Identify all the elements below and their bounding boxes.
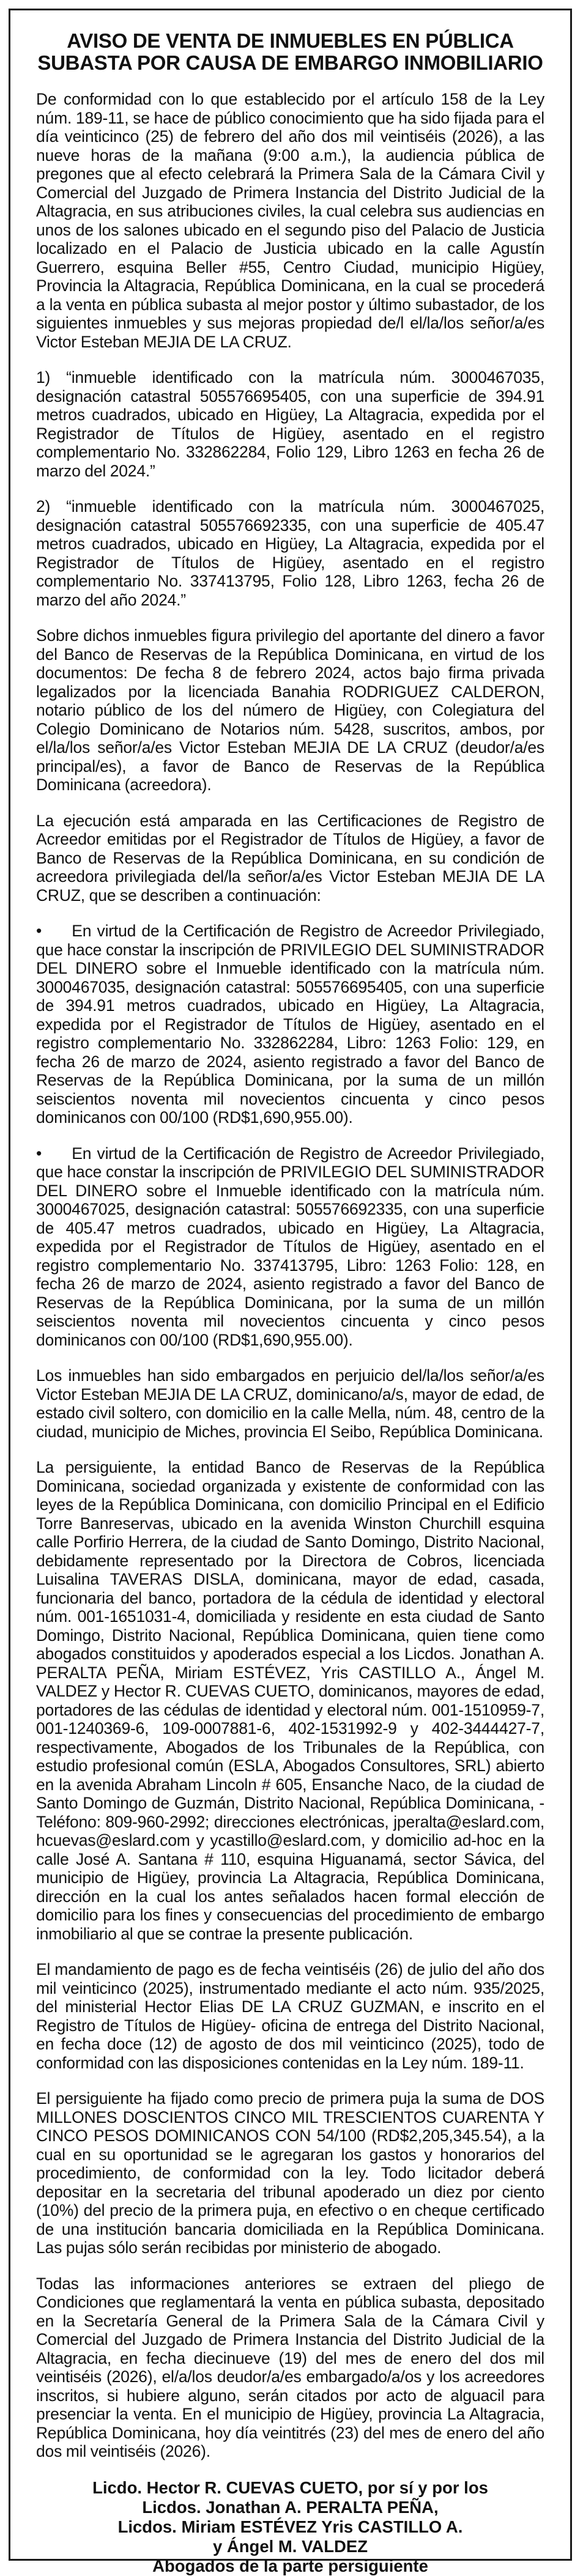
- signature-line: Abogados de la parte persiguiente: [152, 2556, 428, 2575]
- signature-line: Licdo. Hector R. CUEVAS CUETO, por sí y por los: [92, 2478, 488, 2497]
- bullet-symbol: •: [36, 1144, 42, 1163]
- bullet-symbol: •: [36, 922, 42, 940]
- bullet-item-1: [36, 922, 544, 1127]
- paragraph-property-2: 2) “inmueble identificado con la matrícula núm. 3000467025, designación catastral 505576692335, con una superficie de 405.47 metros cuadrados, ubicado en Higüey, La Altagracia, expedida por el Registrador de Títulos de Higüey, asentado en el registro complementario No. 337413795, Folio 128, Libro 1263, fecha 26 de marzo del año 2024.”: [36, 497, 544, 609]
- signature-line: Licdos. Miriam ESTÉVEZ Yris CASTILLO A.: [117, 2517, 463, 2536]
- legal-notice: [9, 9, 572, 2575]
- bullet-text: En virtud de la Certificación de Registro de Acreedor Privilegiado, que hace constar la inscripción de PRIVILEGIO DEL SUMINISTRADOR DEL DINERO sobre el Inmueble identificado con la matrícula núm. 3000467025, designación catastral: 505576692335, con una superficie de 405.47 metros cuadrados, ubicado en Higüey, La Altagracia, expedida por el Registrador de Títulos de Higüey, asentado en el registro complementario No. 337413795, Libro: 1263 Folio: 128, en fecha 26 de marzo de 2024, asiento registrado a favor del Banco de Reservas de la República Dominicana, por la suma de un millón seiscientos noventa mil novecientos cincuenta y cinco pesos dominicanos con 00/100 (RD$1,690,955.00).: [36, 1144, 544, 1349]
- paragraph-conditions: Todas las informaciones anteriores se extraen del pliego de Condiciones que reglamentará la venta en pública subasta, depositado en la Secretaría General de la Primera Sala de la Cámara Civil y Comercial del Juzgado de Primera Instancia del Distrito Judicial de la Altagracia, en fecha diecinueve (19) del mes de enero del dos mil veintiséis (2026), el/a/los deudor/a/es embargado/a/os y los acreedores inscritos, si hubiere alguno, serán citados por acto de alguacil para presenciar la venta. En el municipio de Higüey, provincia La Altagracia, República Dominicana, hoy día veintitrés (23) del mes de enero del año dos mil veintiséis (2026).: [36, 2274, 544, 2460]
- paragraph-privilege: Sobre dichos inmuebles figura privilegio del aportante del dinero a favor del Banco de Reservas de la República Dominicana, en virtud de los documentos: De fecha 8 de febrero 2024, actos bajo firma privada legalizados por la licenciada Banahia RODRIGUEZ CALDERON, notario público de los del número de Higüey, con Colegiatura del Colegio Dominicano de Notarios núm. 5428, suscritos, ambos, por el/la/los señor/a/es Victor Esteban MEJIA DE LA CRUZ (deudor/a/es principal/es), a favor de Banco de Reservas de la República Dominicana (acreedora).: [36, 626, 544, 794]
- signature-line: y Ángel M. VALDEZ: [212, 2536, 368, 2556]
- paragraph-debtor: Los inmuebles han sido embargados en perjuicio del/la/los señor/a/es Victor Esteban MEJIA DE LA CRUZ, dominicano/a/s, mayor de edad, de estado civil soltero, con domicilio en la calle Mella, núm. 48, centro de la ciudad, municipio de Miches, provincia El Seibo, República Dominicana.: [36, 1366, 544, 1441]
- notice-title: AVISO DE VENTA DE INMUEBLES EN PÚBLICA SUBASTA POR CAUSA DE EMBARGO INMOBILIARIO: [37, 29, 543, 74]
- paragraph-execution: La ejecución está amparada en las Certificaciones de Registro de Acreedor emitidas por el Registrador de Títulos de Higüey, a favor de Banco de Reservas de la República Dominicana, en su condición de acreedora privilegiada del/la señor/a/es Victor Esteban MEJIA DE LA CRUZ, que se describen a continuación:: [36, 811, 544, 905]
- paragraph-price: El persiguiente ha fijado como precio de primera puja la suma de DOS MILLONES DOSCIENTOS CINCO MIL TRESCIENTOS CUARENTA Y CINCO PESOS DOMINICANOS CON 54/100 (RD$2,205,345.54), a la cual en su oportunidad se le agregaran los gastos y honorarios del procedimiento, de conformidad con la ley. Todo licitador deberá depositar en la secretaria del tribunal apoderado un diez por ciento (10%) del precio de la primera puja, en efectivo o en cheque certificado de una institución bancaria domiciliada en la República Dominicana. Las pujas sólo serán recibidas por ministerio de abogado.: [36, 2089, 544, 2257]
- paragraph-creditor: La persiguiente, la entidad Banco de Reservas de la República Dominicana, sociedad organizada y existente de conformidad con las leyes de la República Dominicana, con domicilio Principal en el Edificio Torre Banreservas, ubicado en la avenida Winston Churchill esquina calle Porfirio Herrera, de la ciudad de Santo Domingo, Distrito Nacional, debidamente representado por la Directora de Cobros, licenciada Luisalina TAVERAS DISLA, dominicana, mayor de edad, casada, funcionaria del banco, portadora de la cédula de identidad y electoral núm. 001-1651031-4, domiciliada y residente en esta ciudad de Santo Domingo, Distrito Nacional, República Dominicana, quien tiene como abogados constituidos y apoderados especial a los Licdos. Jonathan A. PERALTA PEÑA, Miriam ESTÉVEZ, Yris CASTILLO A., Ángel M. VALDEZ y Hector R. CUEVAS CUETO, dominicanos, mayores de edad, portadores de las cédulas de identidad y electoral núm. 001-1510959-7, 001-1240369-6, 109-0007881-6, 402-1531992-9 y 402-3444427-7, respectivamente, Abogados de los Tribunales de la República, con estudio profesional común (ESLA, Abogados Consultores, SRL) abierto en la avenida Abraham Lincoln # 605, Ensanche Naco, de la ciudad de Santo Domingo de Guzmán, Distrito Nacional, República Dominicana, - Teléfono: 809-960-2992; direcciones electrónicas, jperalta@eslard.com, hcuevas@eslard.com y ycastillo@eslard.com, y domicilio ad-hoc en la calle José A. Santana # 110, esquina Higuanamá, sector Sávica, del municipio de Higüey, provincia La Altagracia, República Dominicana, dirección en la cual los antes señalados hacen formal elección de domicilio para los fines y consecuencias del procedimiento de embargo inmobiliario al que se contrae la presente publicación.: [36, 1458, 544, 1943]
- bullet-text: En virtud de la Certificación de Registro de Acreedor Privilegiado, que hace constar la inscripción de PRIVILEGIO DEL SUMINISTRADOR DEL DINERO sobre el Inmueble identificado con la matrícula núm. 3000467035, designación catastral: 505576695405, con una superficie de 394.91 metros cuadrados, ubicado en Higüey, La Altagracia, expedida por el Registrador de Títulos de Higüey, asentado en el registro complementario No. 332862284, Libro: 1263 Folio: 129, en fecha 26 de marzo de 2024, asiento registrado a favor del Banco de Reservas de la República Dominicana, por la suma de un millón seiscientos noventa mil novecientos cincuenta y cinco pesos dominicanos con 00/100 (RD$1,690,955.00).: [36, 922, 544, 1127]
- signature-block: [36, 2478, 544, 2576]
- paragraph-intro: De conformidad con lo que establecido por el artículo 158 de la Ley núm. 189-11, se hace de público conocimiento que ha sido fijada para el día veinticinco (25) de febrero del año dos mil veintiséis (2026), a las nueve horas de la mañana (9:00 a.m.), la audiencia pública de pregones que al efecto celebrará la Primera Sala de la Cámara Civil y Comercial del Juzgado de Primera Instancia del Distrito Judicial de la Altagracia, en sus atribuciones civiles, la cual celebra sus audiencias en unos de los salones ubicado en el segundo piso del Palacio de Justicia localizado en el Palacio de Justicia ubicado en la calle Agustín Guerrero, esquina Beller #55, Centro Ciudad, municipio Higüey, Provincia la Altagracia, República Dominicana, en la cual se procederá a la venta en pública subasta al mejor postor y último subastador, de los siguientes inmuebles y sus mejoras propiedad de/l el/la/los señor/a/es Victor Esteban MEJIA DE LA CRUZ.: [36, 90, 544, 351]
- signature-line: Licdos. Jonathan A. PERALTA PEÑA,: [142, 2497, 439, 2517]
- paragraph-property-1: 1) “inmueble identificado con la matrícula núm. 3000467035, designación catastral 505576695405, con una superficie de 394.91 metros cuadrados, ubicado en Higüey, La Altagracia, expedida por el Registrador de Títulos de Higüey, asentado en el registro complementario No. 332862284, Folio 129, Libro 1263 en fecha 26 de marzo del 2024.”: [36, 368, 544, 480]
- bullet-item-2: [36, 1144, 544, 1350]
- paragraph-payment-order: El mandamiento de pago es de fecha veintiséis (26) de julio del año dos mil veinticinco (2025), instrumentado mediante el acto núm. 935/2025, del ministerial Hector Elias DE LA CRUZ GUZMAN, e inscrito en el Registro de Títulos de Higüey- oficina de entrega del Distrito Nacional, en fecha doce (12) de agosto de dos mil veinticinco (2025), todo de conformidad con las disposiciones contenidas en la Ley núm. 189-11.: [36, 1960, 544, 2072]
